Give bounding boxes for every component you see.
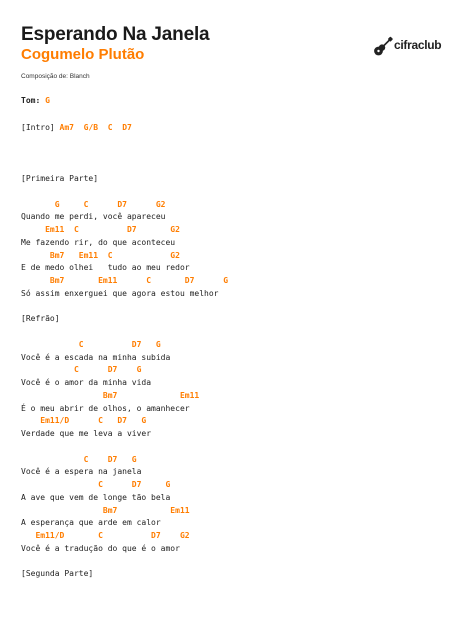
chord-line: Em11 C D7 G2 xyxy=(21,225,180,234)
lyric-line: Só assim enxerguei que agora estou melhor xyxy=(21,288,219,298)
chord-line: G C D7 G2 xyxy=(21,199,166,209)
lyric-line: [Refrão] xyxy=(21,314,60,324)
blank-line xyxy=(21,441,228,454)
lyric-line: Quando me perdi, você apareceu xyxy=(21,212,166,222)
composer-credit: Composição de: Blanch xyxy=(21,73,90,80)
blank-line xyxy=(21,556,228,569)
chord-line: C D7 G xyxy=(21,454,137,464)
lyric-line: [Primeira Parte] xyxy=(21,174,99,183)
section-label: [Intro] xyxy=(21,123,60,132)
chord-line: C D7 G xyxy=(21,339,161,349)
blank-line xyxy=(21,326,228,339)
blank-line xyxy=(21,186,228,199)
chord-line: C D7 G xyxy=(21,365,142,375)
intro-chord[interactable]: D7 xyxy=(122,123,132,132)
lyric-line: Você é a espera na janela xyxy=(21,467,142,477)
intro-chord[interactable]: C xyxy=(107,123,113,132)
lyric-line: Você é a escada na minha subida xyxy=(21,352,171,362)
lyric-line: A esperança que arde em calor xyxy=(21,518,161,528)
lyric-line: Você é o amor da minha vida xyxy=(21,378,152,387)
lyric-line: Você é a tradução do que é o amor xyxy=(21,543,180,553)
blank-line xyxy=(21,160,228,173)
lyric-line: A ave que vem de longe tão bela xyxy=(21,492,171,502)
guitar-icon xyxy=(372,36,394,58)
chord-line: Bm7 Em11 xyxy=(21,505,190,515)
tom-key[interactable]: G xyxy=(45,96,50,105)
intro-chord[interactable]: Am7 xyxy=(59,123,74,132)
chord-line: Bm7 Em11 xyxy=(21,390,200,400)
chord-line: Em11/D C D7 G2 xyxy=(21,531,190,540)
intro-chord[interactable]: G/B xyxy=(83,123,99,132)
lyric-line: Verdade que me leva a viver xyxy=(21,429,152,438)
chord-line: Bm7 Em11 C D7 G xyxy=(21,276,229,285)
song-title: Esperando Na Janela xyxy=(21,24,210,45)
blank-line xyxy=(21,301,228,314)
lyric-line: Me fazendo rir, do que aconteceu xyxy=(21,237,176,247)
chord-line: Em11/D C D7 G xyxy=(21,416,147,426)
lyric-line: [Segunda Parte] xyxy=(21,569,94,579)
intro-line xyxy=(21,122,228,135)
lyric-line: E de medo olhei tudo ao meu redor xyxy=(21,263,190,273)
lyric-line: É o meu abrir de olhos, o amanhecer xyxy=(21,403,190,413)
artist-name[interactable]: Cogumelo Plutão xyxy=(21,46,145,63)
blank-line xyxy=(21,135,228,148)
cifraclub-logo[interactable] xyxy=(372,36,452,58)
logo-text: cifraclub xyxy=(394,38,442,52)
chord-line: Bm7 Em11 C G2 xyxy=(21,250,180,260)
chord-sheet xyxy=(21,122,228,581)
blank-line xyxy=(21,148,228,161)
tom-label: Tom: xyxy=(21,96,41,105)
tom-line xyxy=(21,96,50,105)
chord-line: C D7 G xyxy=(21,480,171,489)
